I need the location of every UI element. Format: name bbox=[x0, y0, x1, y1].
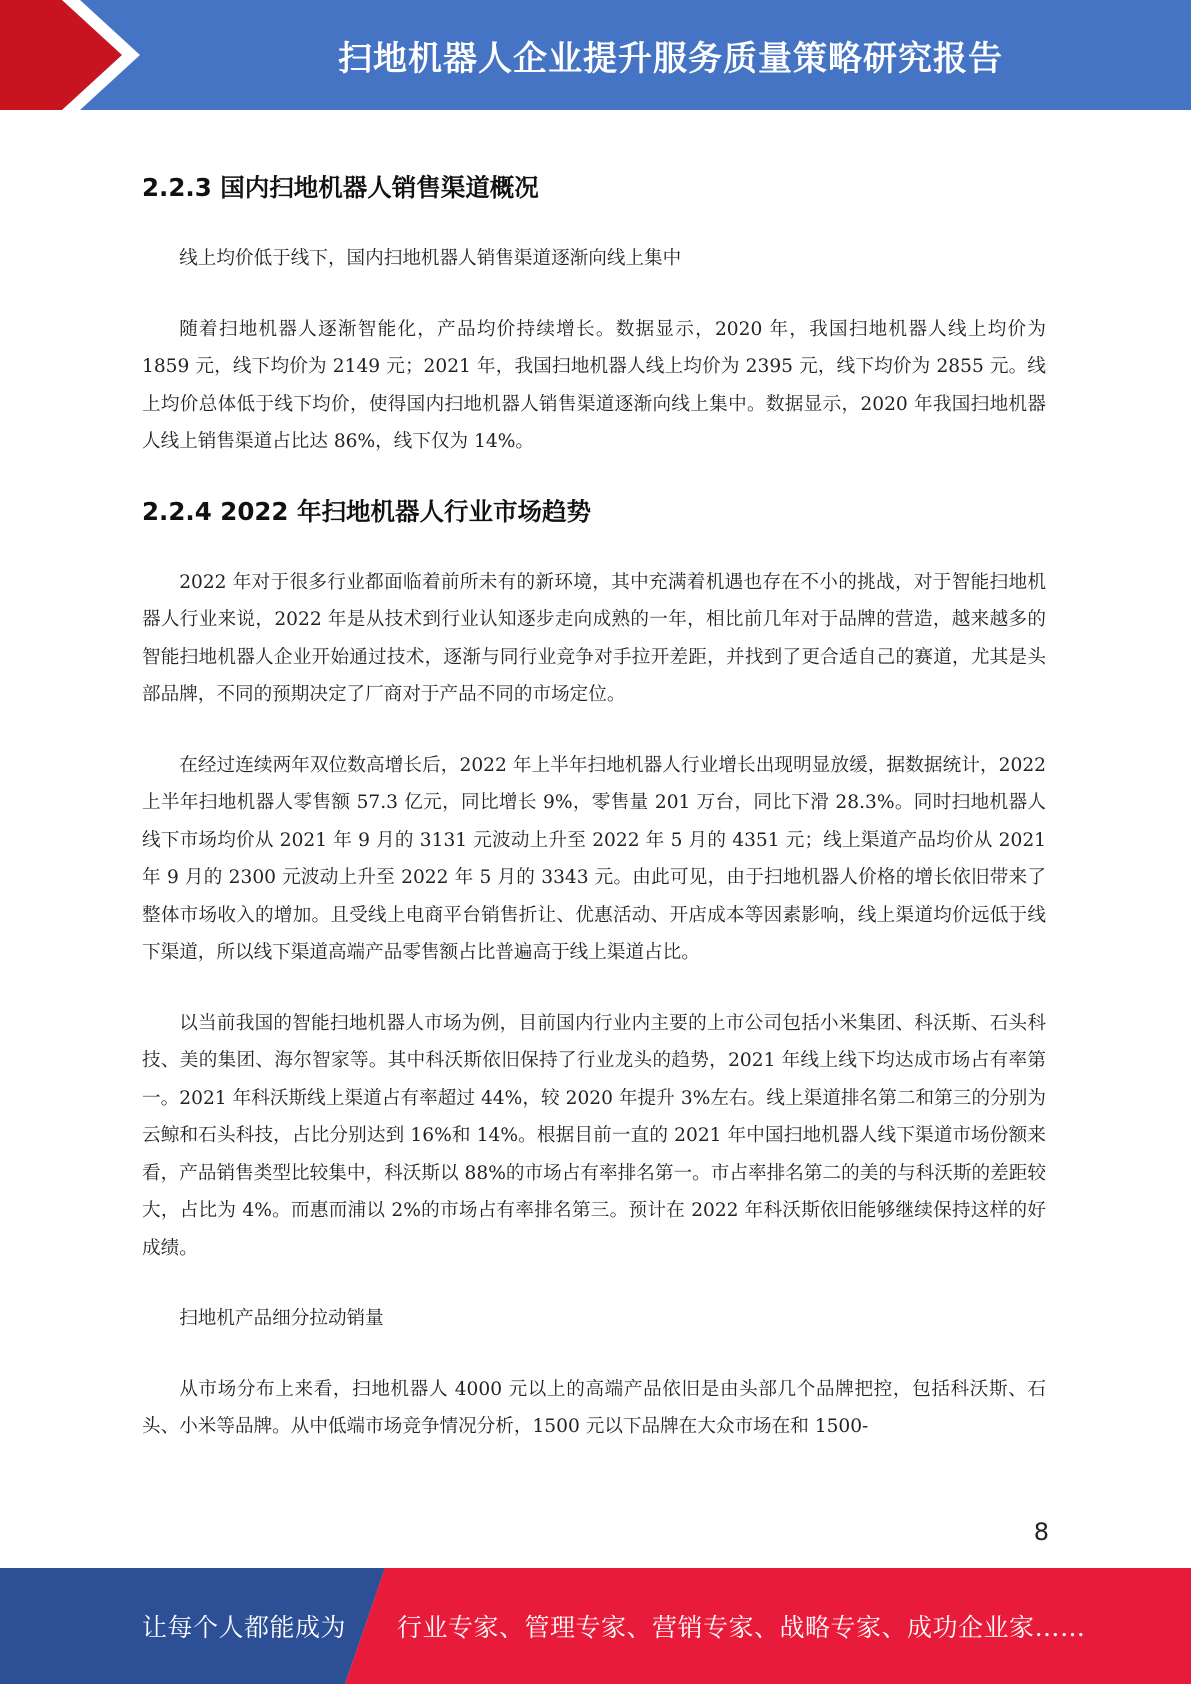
paragraph: 从市场分布上来看，扫地机器人 4000 元以上的高端产品依旧是由头部几个品牌把控，包括科沃斯、石头、小米等品牌。从中低端市场竞争情况分析，1500 元以下品牌在大众市场在和 1500- bbox=[142, 1378, 1046, 1437]
report-title: 扫地机器人企业提升服务质量策略研究报告 bbox=[338, 38, 1003, 79]
footer-slogan-left: 让每个人都能成为 bbox=[142, 1613, 347, 1642]
document-body bbox=[142, 170, 1046, 1479]
page-header bbox=[0, 0, 1191, 110]
header-chevron-decoration bbox=[0, 0, 150, 110]
section-heading-2-2-3: 2.2.3 国内扫地机器人销售渠道概况 bbox=[142, 173, 539, 202]
footer-slogan-right: 行业专家、管理专家、营销专家、战略专家、成功企业家…… bbox=[397, 1613, 1086, 1642]
paragraph: 在经过连续两年双位数高增长后，2022 年上半年扫地机器人行业增长出现明显放缓，据数据统计，2022 上半年扫地机器人零售额 57.3 亿元，同比增长 9%，零售量 201 万台，同比下滑 28.3%。同时扫地机器人线下市场均价从 2021 年 9 月的 3131 元波动上升至 2022 年 5 月的 4351 元；线上渠道产品均价从 2021 年 9 月的 2300 元波动上升至 2022 年 5 月的 3343 元。由此可见，由于扫地机器人价格的增长依旧带来了整体市场收入的增加。且受线上电商平台销售折让、优惠活动、开店成本等因素影响，线上渠道均价远低于线下渠道，所以线下渠道高端产品零售额占比普遍高于线上渠道占比。 bbox=[142, 754, 1046, 963]
paragraph: 随着扫地机器人逐渐智能化，产品均价持续增长。数据显示，2020 年，我国扫地机器人线上均价为 1859 元，线下均价为 2149 元；2021 年，我国扫地机器人线上均价为 2395 元，线下均价为 2855 元。线上均价总体低于线下均价，使得国内扫地机器人销售渠道逐渐向线上集中。数据显示，2020 年我国扫地机器人线上销售渠道占比达 86%，线下仅为 14%。 bbox=[142, 318, 1046, 452]
paragraph: 线上均价低于线下，国内扫地机器人销售渠道逐渐向线上集中 bbox=[179, 248, 682, 269]
paragraph: 2022 年对于很多行业都面临着前所未有的新环境，其中充满着机遇也存在不小的挑战，对于智能扫地机器人行业来说，2022 年是从技术到行业认知逐步走向成熟的一年，相比前几年对于品牌的营造，越来越多的智能扫地机器人企业开始通过技术，逐渐与同行业竞争对手拉开差距，并找到了更合适自己的赛道，尤其是头部品牌，不同的预期决定了厂商对于产品不同的市场定位。 bbox=[142, 571, 1046, 705]
paragraph: 以当前我国的智能扫地机器人市场为例，目前国内行业内主要的上市公司包括小米集团、科沃斯、石头科技、美的集团、海尔智家等。其中科沃斯依旧保持了行业龙头的趋势，2021 年线上线下均达成市场占有率第一。2021 年科沃斯线上渠道占有率超过 44%，较 2020 年提升 3%左右。线上渠道排名第二和第三的分别为云鲸和石头科技，占比分别达到 16%和 14%。根据目前一直的 2021 年中国扫地机器人线下渠道市场份额来看，产品销售类型比较集中，科沃斯以 88%的市场占有率排名第一。市占率排名第二的美的与科沃斯的差距较大，占比为 4%。而惠而浦以 2%的市场占有率排名第三。预计在 2022 年科沃斯依旧能够继续保持这样的好成绩。 bbox=[142, 1012, 1046, 1259]
section-heading-2-2-4: 2.2.4 2022 年扫地机器人行业市场趋势 bbox=[142, 496, 592, 526]
page-number: 8 bbox=[1033, 1518, 1049, 1546]
paragraph: 扫地机产品细分拉动销量 bbox=[179, 1308, 384, 1329]
page-footer bbox=[0, 1568, 1191, 1684]
